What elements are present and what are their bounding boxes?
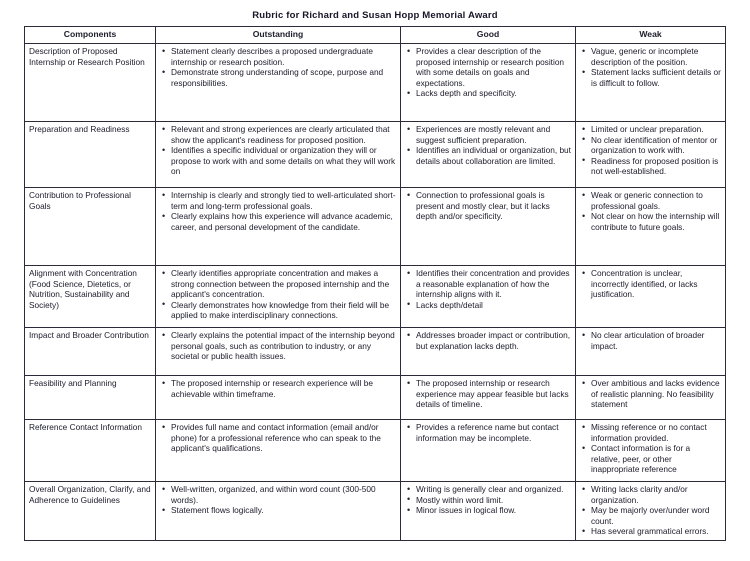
table-header <box>25 27 726 44</box>
criteria-item: • Clearly explains the potential impact of the internship beyond personal goals, such as contribution to industry, or any societal or public health issues. <box>171 330 396 362</box>
criteria-item: • Clearly identifies appropriate concentration and makes a strong connection between the proposed internship and the applicant's concentration. <box>171 268 396 300</box>
criteria-item: • Contact information is for a relative, peer, or other inappropriate reference <box>591 443 721 475</box>
table-row <box>25 376 726 420</box>
criteria-item: • The proposed internship or research experience will be achievable within timeframe. <box>171 378 396 399</box>
criteria-item: • No clear articulation of broader impact. <box>591 330 721 351</box>
cell-component: Impact and Broader Contribution <box>25 328 156 376</box>
criteria-item: • Identifies a specific individual or organization they will or propose to work with and some details on what they will work on <box>171 145 396 177</box>
criteria-item: • Minor issues in logical flow. <box>416 505 571 516</box>
cell-weak <box>576 122 726 188</box>
rubric-table <box>24 26 726 541</box>
cell-component: Contribution to Professional Goals <box>25 188 156 266</box>
criteria-list <box>405 124 571 166</box>
cell-outstanding <box>156 482 401 541</box>
criteria-item: • Lacks depth/detail <box>416 300 571 311</box>
criteria-item: • Concentration is unclear, incorrectly identified, or lacks justification. <box>591 268 721 300</box>
criteria-item: • Statement lacks sufficient details or is difficult to follow. <box>591 67 721 88</box>
table-row <box>25 188 726 266</box>
criteria-item: • Internship is clearly and strongly tied to well-articulated short-term and long-term professional goals. <box>171 190 396 211</box>
page-title: Rubric for Richard and Susan Hopp Memorial Award <box>252 10 498 21</box>
cell-good <box>401 376 576 420</box>
criteria-item: • Writing lacks clarity and/or organization. <box>591 484 721 505</box>
criteria-list <box>160 46 396 88</box>
criteria-item: • Limited or unclear preparation. <box>591 124 721 135</box>
criteria-item: • Statement flows logically. <box>171 505 396 516</box>
criteria-item: • Provides full name and contact information (email and/or phone) for a professional reference who can speak to the applicant's qualifications. <box>171 422 396 454</box>
criteria-list <box>405 484 571 516</box>
criteria-item: • Readiness for proposed position is not well-established. <box>591 156 721 177</box>
criteria-item: • Relevant and strong experiences are clearly articulated that show the applicant's readiness for proposed position. <box>171 124 396 145</box>
criteria-item: • Experiences are mostly relevant and suggest sufficient preparation. <box>416 124 571 145</box>
cell-weak <box>576 376 726 420</box>
criteria-item: • Writing is generally clear and organized. <box>416 484 571 495</box>
cell-outstanding <box>156 122 401 188</box>
criteria-list <box>160 484 396 516</box>
table-row <box>25 44 726 122</box>
criteria-item: • Clearly demonstrates how knowledge from their field will be applied to make interdisciplinary connections. <box>171 300 396 321</box>
cell-good <box>401 266 576 328</box>
criteria-item: • Connection to professional goals is present and mostly clear, but it lacks depth and/or specificity. <box>416 190 571 222</box>
column-header-outstanding: Outstanding <box>156 27 401 44</box>
criteria-list <box>405 190 571 222</box>
criteria-item: • Weak or generic connection to professional goals. <box>591 190 721 211</box>
column-header-weak: Weak <box>576 27 726 44</box>
cell-component: Reference Contact Information <box>25 420 156 482</box>
criteria-list <box>160 268 396 321</box>
criteria-list <box>580 378 721 410</box>
cell-component: Alignment with Concentration (Food Science, Dietetics, or Nutrition, Sustainability and Society) <box>25 266 156 328</box>
table-row <box>25 266 726 328</box>
criteria-list <box>580 268 721 300</box>
cell-component: Feasibility and Planning <box>25 376 156 420</box>
criteria-list <box>160 124 396 177</box>
column-header-good: Good <box>401 27 576 44</box>
cell-weak <box>576 266 726 328</box>
cell-good <box>401 44 576 122</box>
cell-outstanding <box>156 376 401 420</box>
document-page <box>0 10 750 561</box>
criteria-list <box>160 190 396 232</box>
criteria-list <box>405 46 571 99</box>
criteria-list <box>580 484 721 537</box>
cell-weak <box>576 420 726 482</box>
criteria-list <box>405 330 571 351</box>
cell-good <box>401 122 576 188</box>
criteria-item: • Has several grammatical errors. <box>591 526 721 537</box>
table-header-row <box>25 27 726 44</box>
cell-component: Preparation and Readiness <box>25 122 156 188</box>
criteria-item: • Clearly explains how this experience will advance academic, career, and personal development of the candidate. <box>171 211 396 232</box>
cell-outstanding <box>156 188 401 266</box>
cell-weak <box>576 44 726 122</box>
cell-good <box>401 188 576 266</box>
cell-outstanding <box>156 44 401 122</box>
cell-outstanding <box>156 266 401 328</box>
cell-good <box>401 482 576 541</box>
criteria-item: • Identifies an individual or organization, but details about collaboration are limited. <box>416 145 571 166</box>
criteria-item: • Not clear on how the internship will contribute to future goals. <box>591 211 721 232</box>
cell-good <box>401 328 576 376</box>
criteria-item: • Statement clearly describes a proposed undergraduate internship or research position. <box>171 46 396 67</box>
cell-outstanding <box>156 328 401 376</box>
table-row <box>25 420 726 482</box>
criteria-list <box>580 190 721 232</box>
criteria-item: • Identifies their concentration and provides a reasonable explanation of how the internship aligns with it. <box>416 268 571 300</box>
criteria-item: • Vague, generic or incomplete description of the position. <box>591 46 721 67</box>
table-row <box>25 122 726 188</box>
criteria-list <box>405 268 571 310</box>
criteria-list <box>580 46 721 88</box>
criteria-list <box>160 330 396 362</box>
criteria-list <box>160 378 396 399</box>
table-row <box>25 482 726 541</box>
cell-outstanding <box>156 420 401 482</box>
table-body <box>25 44 726 541</box>
cell-weak <box>576 328 726 376</box>
criteria-item: • Provides a reference name but contact information may be incomplete. <box>416 422 571 443</box>
criteria-item: • The proposed internship or research experience may appear feasible but lacks details of timeline. <box>416 378 571 410</box>
criteria-item: • No clear identification of mentor or organization to work with. <box>591 135 721 156</box>
criteria-item: • Provides a clear description of the proposed internship or research position with some details on goals and expectations. <box>416 46 571 88</box>
criteria-list <box>580 330 721 351</box>
criteria-item: • Well-written, organized, and within word count (300-500 words). <box>171 484 396 505</box>
table-row <box>25 328 726 376</box>
column-header-components: Components <box>25 27 156 44</box>
criteria-item: • May be majorly over/under word count. <box>591 505 721 526</box>
cell-component: Overall Organization, Clarify, and Adherence to Guidelines <box>25 482 156 541</box>
criteria-item: • Mostly within word limit. <box>416 495 571 506</box>
criteria-item: • Lacks depth and specificity. <box>416 88 571 99</box>
cell-weak <box>576 188 726 266</box>
cell-weak <box>576 482 726 541</box>
criteria-list <box>580 422 721 475</box>
criteria-list <box>160 422 396 454</box>
criteria-list <box>405 422 571 443</box>
cell-component: Description of Proposed Internship or Research Position <box>25 44 156 122</box>
criteria-item: • Missing reference or no contact information provided. <box>591 422 721 443</box>
criteria-list <box>405 378 571 410</box>
cell-good <box>401 420 576 482</box>
criteria-item: • Demonstrate strong understanding of scope, purpose and responsibilities. <box>171 67 396 88</box>
criteria-item: • Addresses broader impact or contribution, but explanation lacks depth. <box>416 330 571 351</box>
criteria-item: • Over ambitious and lacks evidence of realistic planning. No feasibility statement <box>591 378 721 410</box>
criteria-list <box>580 124 721 177</box>
